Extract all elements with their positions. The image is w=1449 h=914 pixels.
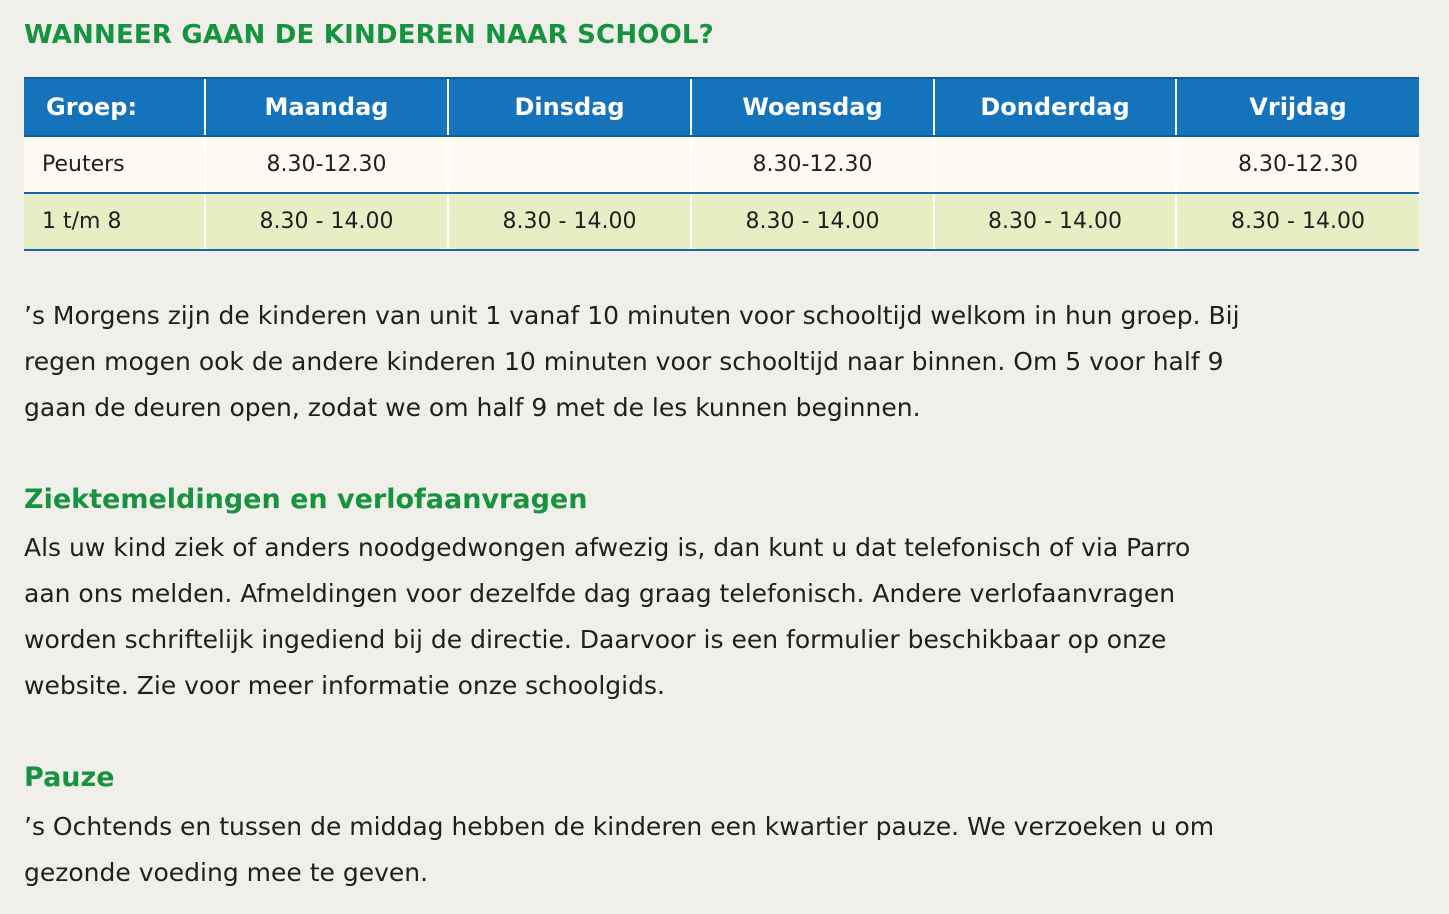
text-line: gaan de deuren open, zodat we om half 9 met de les kunnen beginnen.: [24, 393, 921, 422]
table-cell: 8.30 - 14.00: [205, 193, 448, 250]
text-line: worden schriftelijk ingediend bij de directie. Daarvoor is een formulier beschikbaar op onze: [24, 625, 1167, 654]
pause-paragraph: [24, 804, 1424, 896]
header-dinsdag: Dinsdag: [448, 78, 691, 136]
table-cell: 8.30-12.30: [1176, 136, 1419, 193]
table-cell: 1 t/m 8: [24, 193, 205, 250]
text-line: ’s Morgens zijn de kinderen van unit 1 vanaf 10 minuten voor schooltijd welkom in hun groep. Bij: [24, 301, 1240, 330]
sick-leave-paragraph: [24, 525, 1424, 709]
school-hours-table: [24, 77, 1419, 251]
header-vrijdag: Vrijdag: [1176, 78, 1419, 136]
header-groep: Groep:: [24, 78, 205, 136]
text-line: website. Zie voor meer informatie onze schoolgids.: [24, 671, 665, 700]
table-header-row: [24, 78, 1419, 136]
header-woensdag: Woensdag: [691, 78, 934, 136]
table-cell: 8.30 - 14.00: [448, 193, 691, 250]
text-line: ’s Ochtends en tussen de middag hebben de kinderen een kwartier pauze. We verzoeken u om: [24, 812, 1215, 841]
pause-heading: Pauze: [24, 762, 115, 793]
table-cell: 8.30 - 14.00: [691, 193, 934, 250]
intro-paragraph: [24, 293, 1424, 431]
table-cell: 8.30-12.30: [691, 136, 934, 193]
table-cell: 8.30 - 14.00: [934, 193, 1176, 250]
table-cell: 8.30-12.30: [205, 136, 448, 193]
text-line: regen mogen ook de andere kinderen 10 minuten voor schooltijd naar binnen. Om 5 voor half 9: [24, 347, 1224, 376]
table-cell: [934, 136, 1176, 193]
table-row-groep-1-8: [24, 193, 1419, 250]
table-row-peuters: [24, 136, 1419, 193]
sick-leave-heading: Ziektemeldingen en verlofaanvragen: [24, 484, 588, 515]
page-title: WANNEER GAAN DE KINDEREN NAAR SCHOOL?: [24, 20, 714, 50]
table-cell: Peuters: [24, 136, 205, 193]
header-maandag: Maandag: [205, 78, 448, 136]
table-cell: [448, 136, 691, 193]
text-line: gezonde voeding mee te geven.: [24, 858, 429, 887]
table-cell: 8.30 - 14.00: [1176, 193, 1419, 250]
text-line: aan ons melden. Afmeldingen voor dezelfde dag graag telefonisch. Andere verlofaanvragen: [24, 579, 1176, 608]
text-line: Als uw kind ziek of anders noodgedwongen afwezig is, dan kunt u dat telefonisch of via Parro: [24, 533, 1191, 562]
header-donderdag: Donderdag: [934, 78, 1176, 136]
